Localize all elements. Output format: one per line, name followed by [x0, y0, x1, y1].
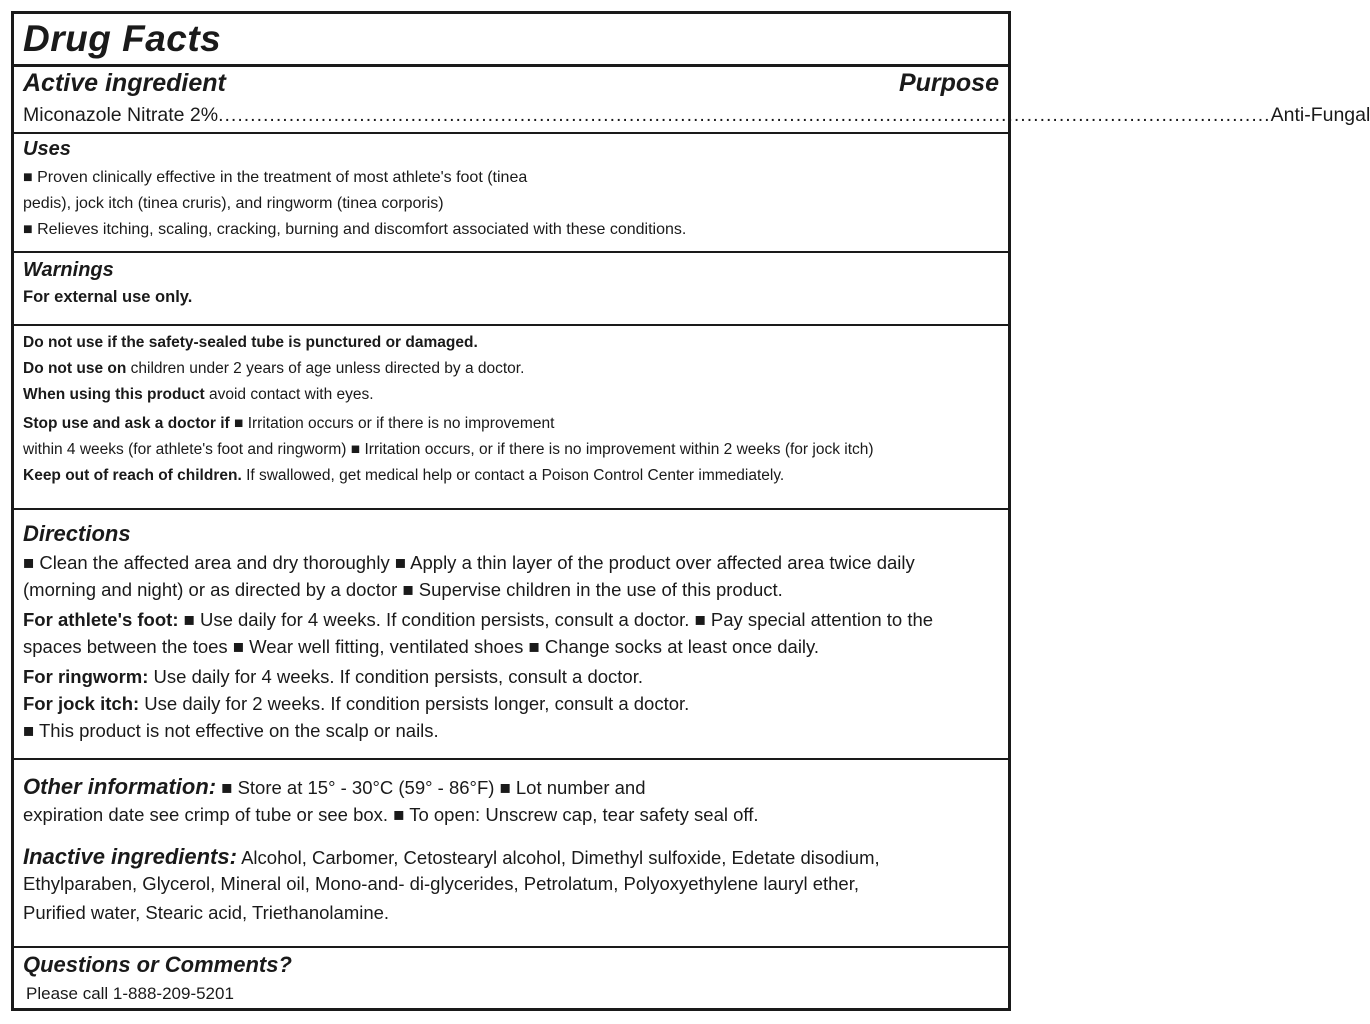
inactive-heading: Inactive ingredients: [23, 844, 237, 869]
list-item [23, 774, 759, 804]
list-item [23, 873, 880, 902]
directions-text: Pay special attention to the [710, 609, 934, 630]
tube-warning: Do not use if the safety-sealed tube is punctured or damaged. [23, 334, 478, 351]
bullet-icon: ■ [394, 552, 407, 573]
keep-out-warning [23, 467, 874, 493]
do-not-use-text: children under 2 years of age unless directed by a doctor. [130, 360, 525, 377]
bullet-icon: ■ [234, 415, 244, 432]
keep-out-label: Keep out of reach of children. [23, 467, 242, 484]
purpose-heading: Purpose [898, 69, 999, 97]
directions-heading: Directions [23, 521, 131, 546]
bullet-icon: ■ [694, 609, 706, 630]
divider [14, 946, 1008, 948]
directions-text: Use daily for 2 weeks. If condition persists longer, consult a doctor. [144, 693, 690, 714]
other-info-text: Lot number and [515, 777, 646, 798]
inactive-ingredients [23, 844, 880, 931]
bullet-icon: ■ [402, 579, 414, 600]
directions-text: (morning and night) or as directed by a doctor [23, 579, 398, 600]
directions-text: This product is not effective on the scalp or nails. [39, 720, 439, 741]
stop-use-text: within 4 weeks (for athlete's foot and ringworm) [23, 441, 347, 458]
stop-use-label: Stop use and ask a doctor if [23, 415, 230, 432]
list-item [23, 844, 880, 873]
directions-text: Supervise children in the use of this product. [418, 579, 783, 600]
bullet-icon: ■ [23, 221, 33, 238]
divider [14, 324, 1008, 326]
active-ingredient-purpose: Anti-Fungal [1270, 104, 1370, 126]
do-not-use-warning [23, 360, 874, 386]
warnings-list [23, 334, 874, 493]
uses-heading: Uses [23, 138, 71, 160]
bullet-icon: ■ [232, 636, 244, 657]
inactive-text: Alcohol, Carbomer, Cetostearyl alcohol, Dimethyl sulfoxide, Edetate disodium, [241, 847, 880, 868]
list-item [23, 636, 933, 666]
inactive-text: Ethylparaben, Glycerol, Mineral oil, Mono-and- di-glycerides, Petrolatum, Polyoxyethylene lauryl ether, [23, 873, 859, 894]
directions-text: Clean the affected area and dry thoroughly [39, 552, 390, 573]
divider [14, 251, 1008, 253]
uses-text: Relieves itching, scaling, cracking, burning and discomfort associated with these conditions. [37, 221, 687, 238]
when-using-warning [23, 386, 874, 415]
directions-text: spaces between the toes [23, 636, 228, 657]
list-item [23, 720, 933, 747]
divider [14, 508, 1008, 510]
bullet-icon: ■ [528, 636, 540, 657]
active-ingredient-row [23, 104, 1370, 127]
page-title: Drug Facts [23, 18, 222, 59]
list-item [23, 609, 933, 636]
list-item [23, 191, 686, 217]
divider [14, 132, 1008, 134]
bullet-icon: ■ [23, 720, 35, 741]
ringworm-label: For ringworm: [23, 666, 149, 687]
questions-phone: Please call 1-888-209-5201 [26, 984, 234, 1003]
list-item [23, 902, 880, 931]
external-use-text: For external use only. [23, 288, 193, 306]
jock-itch-label: For jock itch: [23, 693, 140, 714]
bullet-icon: ■ [23, 552, 35, 573]
keep-out-text: If swallowed, get medical help or contact a Poison Control Center immediately. [246, 467, 785, 484]
drug-facts-panel [11, 11, 1370, 1011]
stop-use-text: Irritation occurs, or if there is no improvement within 2 weeks (for jock itch) [364, 441, 874, 458]
list-item [23, 579, 933, 609]
list-item [23, 666, 933, 693]
uses-list [23, 165, 686, 243]
active-ingredient-heading: Active ingredient [23, 69, 226, 97]
divider [14, 64, 1008, 67]
bullet-icon: ■ [499, 777, 511, 798]
uses-text: Proven clinically effective in the treatment of most athlete's foot (tinea [37, 169, 528, 186]
bullet-icon: ■ [350, 441, 361, 458]
do-not-use-label: Do not use on [23, 360, 127, 377]
other-info-text: expiration date see crimp of tube or see box. [23, 804, 389, 825]
list-item [23, 217, 686, 243]
bullet-icon: ■ [23, 169, 33, 186]
other-info-text: To open: Unscrew cap, tear safety seal off. [409, 804, 759, 825]
directions-text: Apply a thin layer of the product over affected area twice daily [410, 552, 915, 573]
directions-text: Change socks at least once daily. [544, 636, 820, 657]
bullet-icon: ■ [221, 777, 233, 798]
divider [14, 758, 1008, 760]
directions-text: Use daily for 4 weeks. If condition persists, consult a doctor. [199, 609, 690, 630]
list-item [23, 693, 933, 720]
stop-use-warning-cont [23, 441, 874, 467]
bullet-icon: ■ [393, 804, 405, 825]
questions-heading: Questions or Comments? [23, 952, 292, 977]
list-item [23, 165, 686, 191]
other-info-heading: Other information: [23, 774, 217, 799]
list-item [23, 552, 933, 579]
other-info-text: Store at 15° - 30°C (59° - 86°F) [237, 777, 495, 798]
list-item [23, 804, 759, 832]
other-information [23, 774, 759, 832]
when-using-text: avoid contact with eyes. [209, 386, 374, 403]
directions-list [23, 552, 933, 747]
stop-use-text: Irritation occurs or if there is no improvement [247, 415, 555, 432]
inactive-text: Purified water, Stearic acid, Triethanolamine. [23, 902, 390, 923]
bullet-icon: ■ [183, 609, 195, 630]
leader-dots: .................................................................................................................................................................... [218, 104, 1271, 126]
athletes-foot-label: For athlete's foot: [23, 609, 179, 630]
active-ingredient-name: Miconazole Nitrate 2% [23, 104, 219, 126]
directions-text: Wear well fitting, ventilated shoes [249, 636, 524, 657]
directions-text: Use daily for 4 weeks. If condition persists, consult a doctor. [153, 666, 643, 687]
when-using-label: When using this product [23, 386, 205, 403]
stop-use-warning [23, 415, 874, 441]
warnings-heading: Warnings [23, 259, 114, 281]
uses-text: pedis), jock itch (tinea cruris), and ringworm (tinea corporis) [23, 195, 444, 212]
